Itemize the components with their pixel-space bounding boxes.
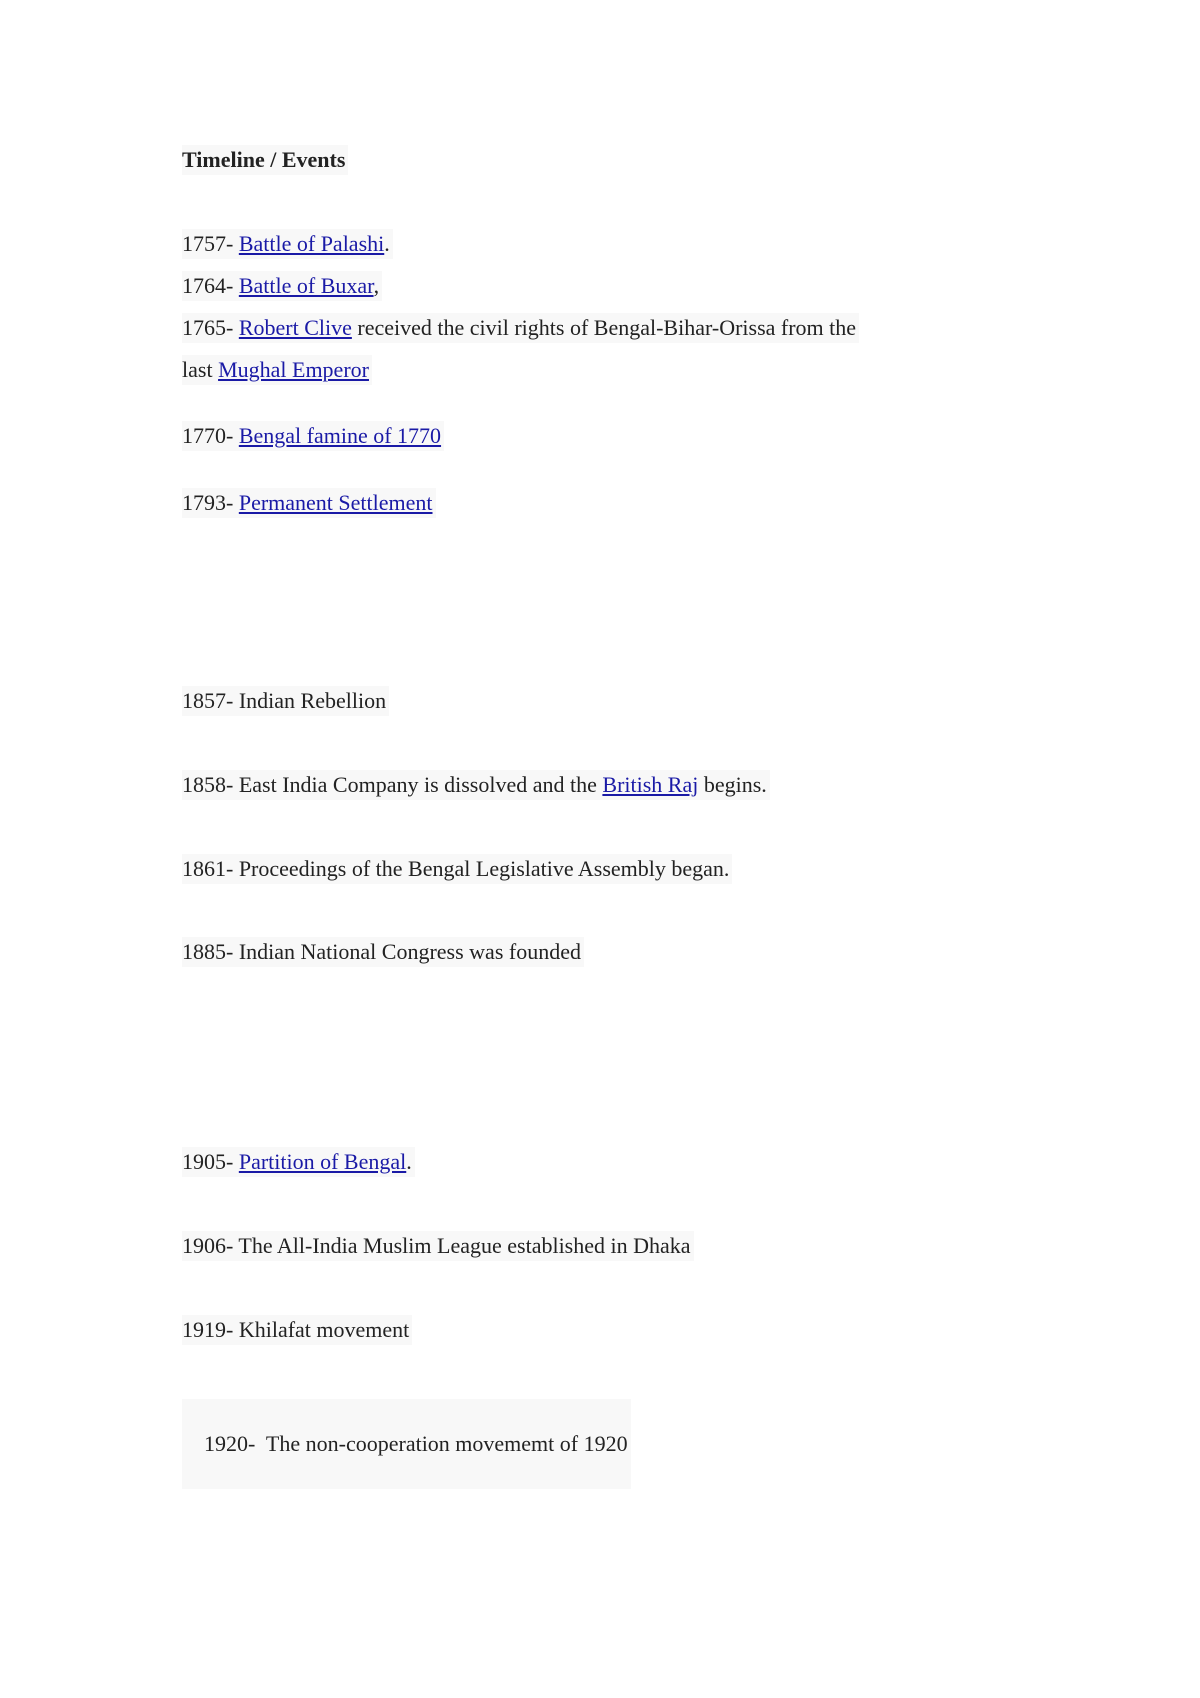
event-text: 1920- The non-cooperation movememt of 1920 [204,1431,628,1456]
permanent-settlement-link[interactable]: Permanent Settlement [238,490,433,515]
event-year: 1793- [182,490,239,515]
event-text: last [182,357,219,382]
event-1857 [182,686,389,716]
event-text: 1906- The All-India Muslim League established in Dhaka [182,1233,691,1258]
event-text: 1857- Indian Rebellion [182,688,387,713]
event-punctuation: , [373,273,380,298]
event-year: 1764- [182,273,239,298]
event-1861 [182,854,732,884]
mughal-emperor-link[interactable]: Mughal Emperor [218,357,369,382]
event-text: received the civil rights of Bengal-Bihar-Orissa from the [351,315,857,340]
event-text: begins. [698,772,767,797]
event-1919 [182,1315,412,1345]
event-1765-continued [182,355,372,385]
event-text: 1858- East India Company is dissolved and the [182,772,603,797]
page-title: Timeline / Events [182,145,348,175]
event-1885 [182,937,584,967]
event-text: 1919- Khilafat movement [182,1317,410,1342]
battle-of-buxar-link[interactable]: Battle of Buxar [238,273,374,298]
event-1906 [182,1231,694,1261]
event-1770 [182,421,444,451]
event-year: 1757- [182,231,239,256]
event-1905 [182,1147,415,1177]
event-1757 [182,229,393,259]
event-punctuation: . [384,231,390,256]
bengal-famine-link[interactable]: Bengal famine of 1770 [238,423,442,448]
event-text: 1885- Indian National Congress was founded [182,939,581,964]
event-year: 1770- [182,423,239,448]
british-raj-link[interactable]: British Raj [602,772,699,797]
robert-clive-link[interactable]: Robert Clive [238,315,352,340]
partition-of-bengal-link[interactable]: Partition of Bengal [238,1149,407,1174]
event-1858 [182,770,770,800]
event-year: 1765- [182,315,239,340]
event-1920 [182,1399,631,1489]
event-text: 1861- Proceedings of the Bengal Legislative Assembly began. [182,856,730,881]
event-year: 1905- [182,1149,239,1174]
battle-of-palashi-link[interactable]: Battle of Palashi [238,231,385,256]
event-1764 [182,271,382,301]
event-punctuation: . [406,1149,412,1174]
event-1793 [182,488,436,518]
event-1765 [182,313,859,343]
